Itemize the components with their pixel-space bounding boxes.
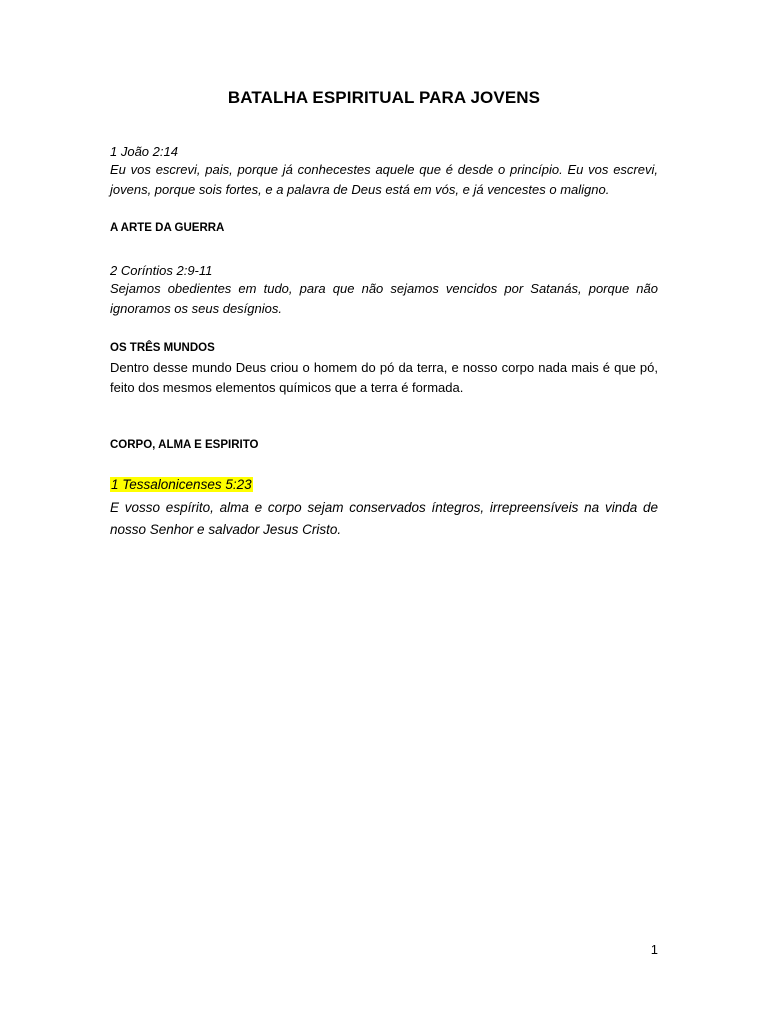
- body-paragraph: Dentro desse mundo Deus criou o homem do pó da terra, e nosso corpo nada mais é que pó, feito dos mesmos elementos químicos que a terra é formada.: [110, 360, 658, 395]
- highlighted-verse-reference: 1 Tessalonicenses 5:23: [111, 477, 252, 492]
- verse-reference: 2 Coríntios 2:9-11: [110, 263, 213, 278]
- section-heading: A ARTE DA GUERRA: [110, 222, 225, 234]
- page-number: 1: [650, 942, 658, 957]
- verse-reference: 1 João 2:14: [110, 144, 178, 159]
- verse-text: Eu vos escrevi, pais, porque já conhecestes aquele que é desde o princípio. Eu vos escrevi, jovens, porque sois fortes, e a palavra de Deus está em vós, e já vencestes o maligno.: [110, 162, 658, 197]
- document-title: BATALHA ESPIRITUAL PARA JOVENS: [227, 88, 541, 107]
- section-heading: OS TRÊS MUNDOS: [110, 342, 215, 354]
- verse-text: E vosso espírito, alma e corpo sejam conservados íntegros, irrepreensíveis na vinda de nosso Senhor e salvador Jesus Cristo.: [110, 500, 658, 537]
- section-heading: CORPO, ALMA E ESPIRITO: [110, 439, 259, 451]
- verse-text: Sejamos obedientes em tudo, para que não sejamos vencidos por Satanás, porque não ignoramos os seus desígnios.: [110, 281, 658, 316]
